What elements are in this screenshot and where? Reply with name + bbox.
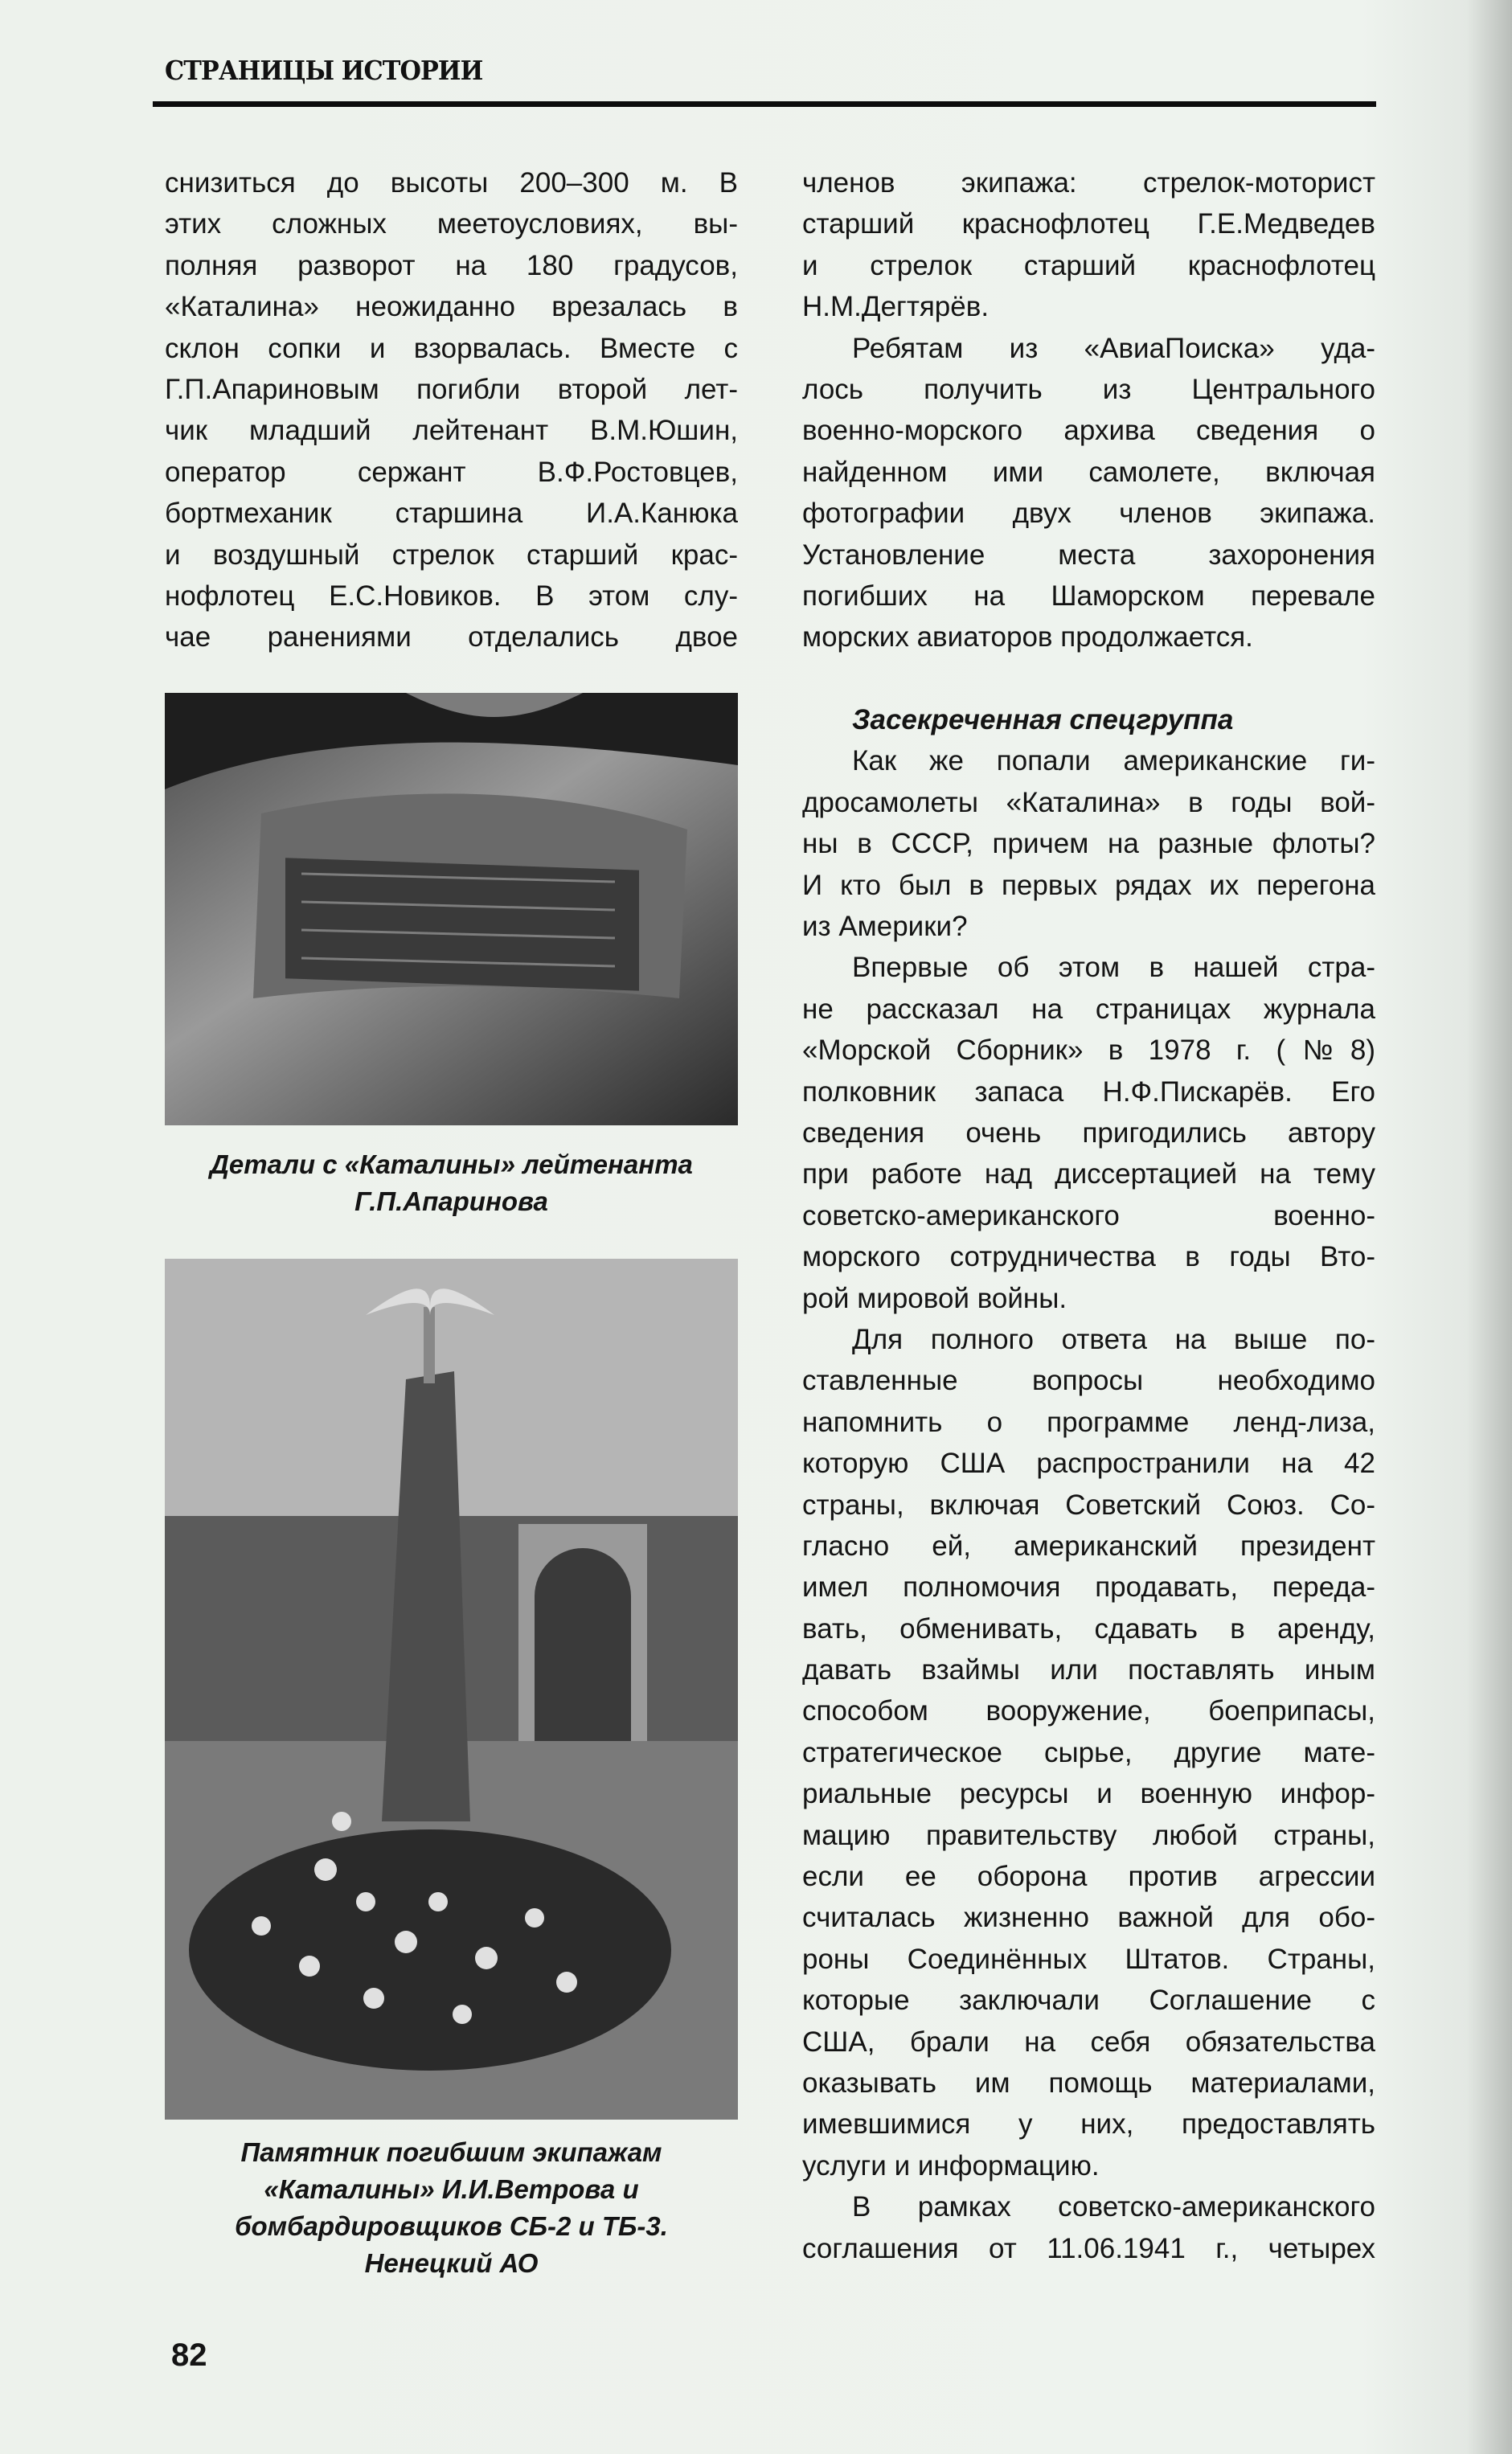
caption-line: «Каталины» И.И.Ветрова и <box>264 2174 639 2204</box>
text-line: риальные ресурсы и военную инфор- <box>802 1778 1375 1810</box>
text-line: полняя разворот на 180 градусов, <box>165 249 738 281</box>
text-line: нофлотец Е.С.Новиков. В этом слу- <box>165 580 738 612</box>
text-line: дросамолеты «Каталина» в годы вой- <box>802 786 1375 818</box>
text-line: чик младший лейтенант В.М.Юшин, <box>165 415 738 447</box>
text-line: «Морской Сборник» в 1978 г. (№8) <box>802 1034 1375 1067</box>
caption-line: Детали с «Каталины» лейтенанта <box>210 1149 693 1179</box>
text-line: мацию правительству любой страны, <box>802 1819 1375 1851</box>
text-line: полковник запаса Н.Ф.Пискарёв. Его <box>802 1075 1375 1108</box>
text-line: имел полномочия продавать, переда- <box>802 1571 1375 1604</box>
text-line: способом вооружение, боеприпасы, <box>802 1695 1375 1727</box>
photo-caption-1 <box>165 1146 738 1220</box>
text-line: советско-американского военно- <box>802 1199 1375 1231</box>
text-line: лось получить из Центрального <box>802 373 1375 405</box>
text-line: Для полного ответа на выше по- <box>852 1323 1375 1355</box>
text-line: Ребятам из «АвиаПоиска» уда- <box>852 332 1375 364</box>
text-line: гласно ей, американский президент <box>802 1530 1375 1562</box>
header-rule <box>153 101 1376 107</box>
text-line: Установление места захоронения <box>802 539 1375 571</box>
text-line: чае ранениями отделались двое <box>165 621 738 653</box>
photo-caption-2 <box>165 2134 738 2282</box>
text-line: услуги и информацию. <box>802 2149 1100 2182</box>
text-line: считалась жизненно важной для обо- <box>802 1902 1375 1934</box>
text-line: которую США распространили на 42 <box>802 1448 1375 1480</box>
text-line: роны Соединённых Штатов. Страны, <box>802 1943 1375 1975</box>
text-line: и стрелок старший краснофлотец <box>802 249 1375 281</box>
photo-memorial <box>165 1259 738 2120</box>
text-line: соглашения от 11.06.1941 г., четырех <box>802 2232 1375 2264</box>
text-line: «Каталина» неожиданно врезалась в <box>165 291 738 323</box>
text-line: В рамках советско-американского <box>852 2191 1375 2223</box>
text-line: США, брали на себя обязательства <box>802 2026 1375 2058</box>
text-line: найденном ими самолете, включая <box>802 456 1375 488</box>
text-line: Н.М.Дегтярёв. <box>802 291 990 323</box>
caption-line: Ненецкий АО <box>364 2248 539 2278</box>
text-line: старший краснофлотец Г.Е.Медведев <box>802 208 1375 240</box>
text-line: Как же попали американские ги- <box>852 745 1375 777</box>
section-title: СТРАНИЦЫ ИСТОРИИ <box>165 55 483 86</box>
caption-line: Памятник погибшим экипажам <box>240 2137 662 2167</box>
text-line: склон сопки и взорвалась. Вместе с <box>165 332 738 364</box>
text-line: погибших на Шаморском перевале <box>802 580 1375 612</box>
text-line: оказывать им помощь материалами, <box>802 2067 1375 2099</box>
text-line: сведения очень пригодились автору <box>802 1116 1375 1149</box>
text-line: фотографии двух членов экипажа. <box>802 498 1375 530</box>
text-line: и воздушный стрелок старший крас- <box>165 539 738 571</box>
text-line: страны, включая Советский Союз. Со- <box>802 1489 1375 1521</box>
text-line: ны в СССР, причем на разные флоты? <box>802 828 1375 860</box>
text-line: напомнить о программе ленд-лиза, <box>802 1406 1375 1438</box>
photo-catalina-parts <box>165 693 738 1125</box>
right-column <box>802 162 1375 2269</box>
text-line: членов экипажа: стрелок-моторист <box>802 167 1375 199</box>
subheading: Засекреченная спецгруппа <box>852 704 1234 736</box>
text-line: ставленные вопросы необходимо <box>802 1365 1375 1397</box>
text-line: стратегическое сырье, другие мате- <box>802 1736 1375 1768</box>
text-line: не рассказал на страницах журнала <box>802 993 1375 1025</box>
text-line: имевшимися у них, предоставлять <box>802 2108 1375 2141</box>
text-line: морских авиаторов продолжается. <box>802 621 1253 653</box>
text-line: этих сложных меетоусловиях, вы- <box>165 208 738 240</box>
text-line: которые заключали Соглашение с <box>802 1985 1375 2017</box>
text-line: если ее оборона против агрессии <box>802 1861 1375 1893</box>
text-line: снизиться до высоты 200–300 м. В <box>165 167 738 199</box>
text-line: Впервые об этом в нашей стра- <box>852 952 1375 984</box>
caption-line: бомбардировщиков СБ-2 и ТБ-3. <box>235 2211 668 2241</box>
text-line: морского сотрудничества в годы Вто- <box>802 1241 1375 1273</box>
text-line: вать, обменивать, сдавать в аренду, <box>802 1612 1375 1645</box>
text-line: И кто был в первых рядах их перегона <box>802 869 1375 901</box>
text-line: из Америки? <box>802 911 968 943</box>
text-line: давать взаймы или поставлять иным <box>802 1654 1375 1686</box>
text-line: бортмеханик старшина И.А.Канюка <box>165 498 738 530</box>
text-line: Г.П.Апариновым погибли второй лет- <box>165 373 738 405</box>
blank-line <box>802 658 1375 699</box>
text-line: рой мировой войны. <box>802 1282 1067 1314</box>
text-line: при работе над диссертацией на тему <box>802 1158 1375 1190</box>
left-column <box>165 162 738 658</box>
caption-line: Г.П.Апаринова <box>354 1186 548 1216</box>
text-line: военно-морского архива сведения о <box>802 415 1375 447</box>
page-number: 82 <box>171 2337 207 2373</box>
text-line: оператор сержант В.Ф.Ростовцев, <box>165 456 738 488</box>
